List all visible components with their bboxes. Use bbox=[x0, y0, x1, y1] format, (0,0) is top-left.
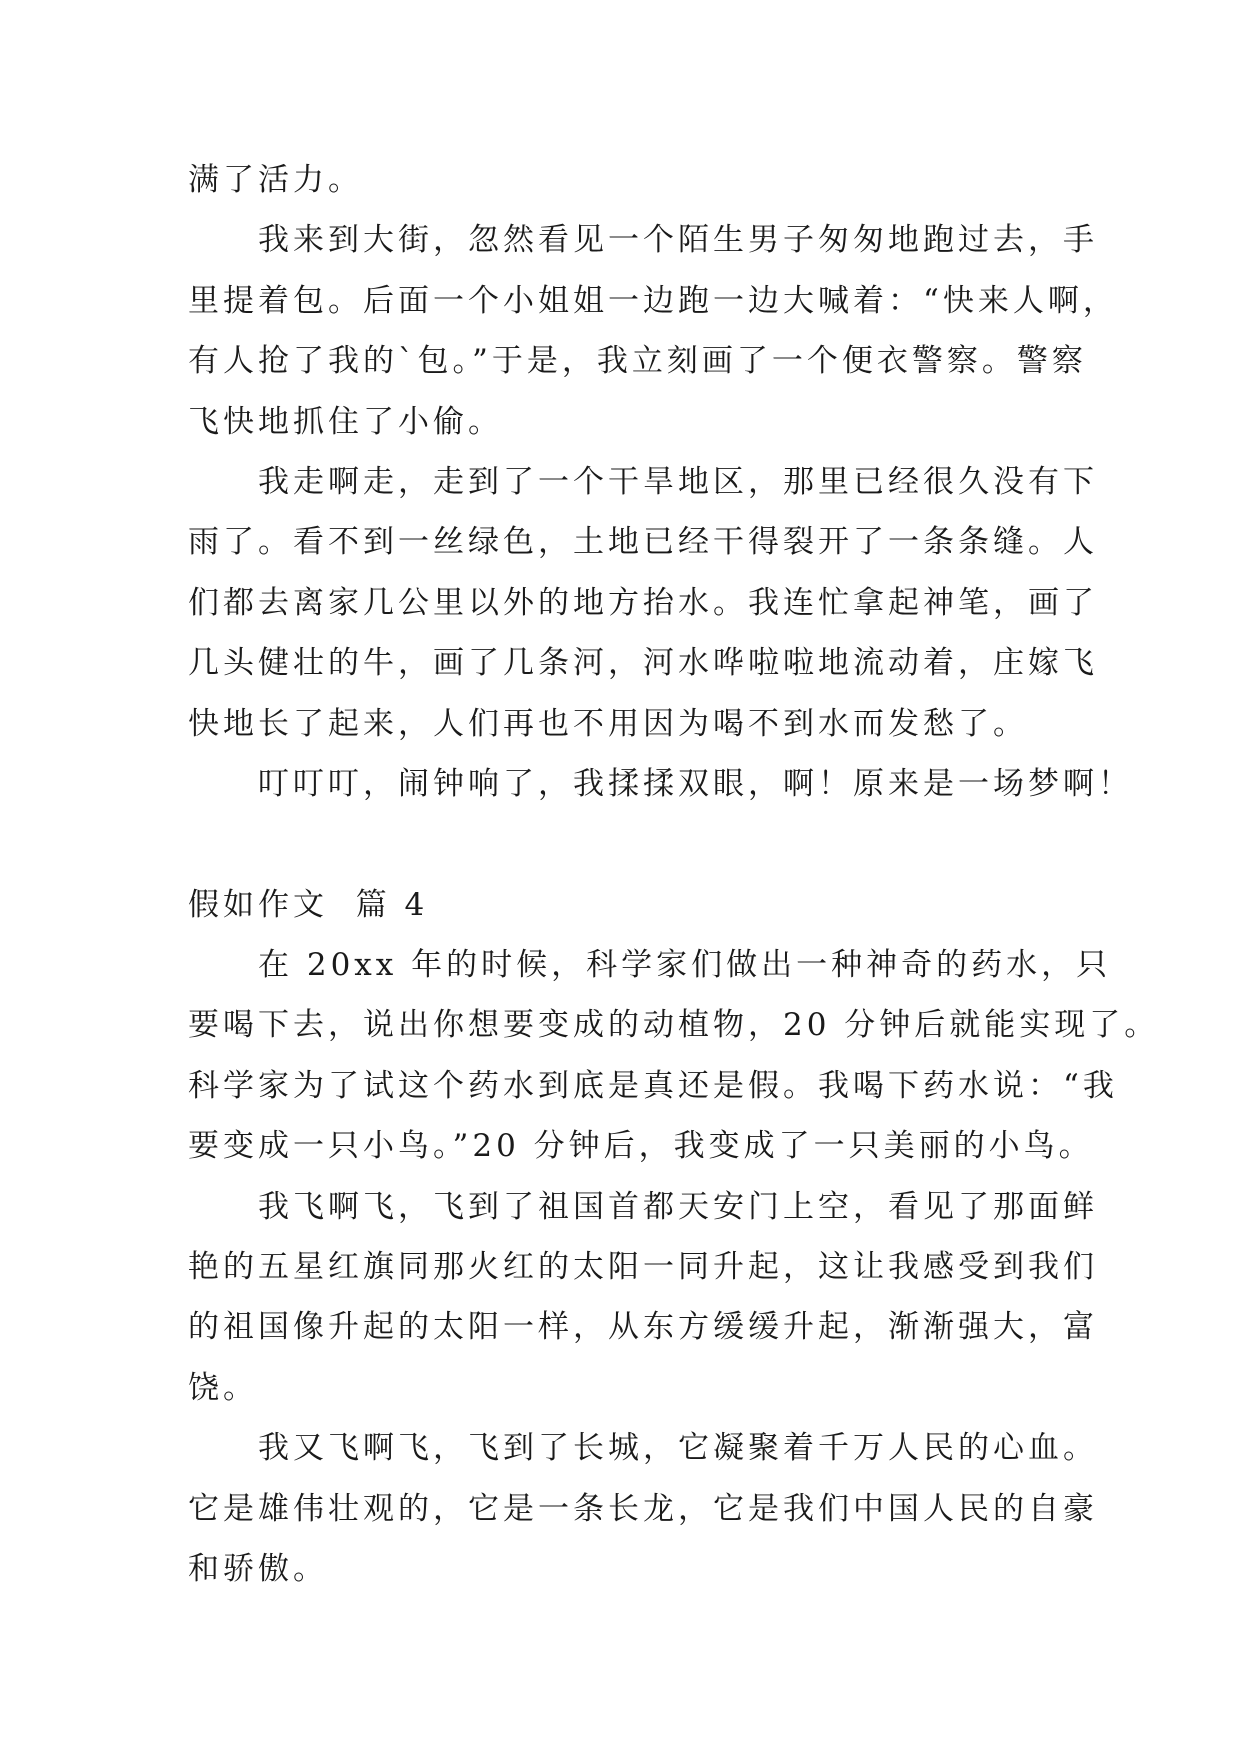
text-line: 里提着包。后面一个小姐姐一边跑一边大喊着：“快来人啊， bbox=[188, 282, 1118, 319]
document-page bbox=[188, 150, 1160, 1599]
text-line: 们都去离家几公里以外的地方抬水。我连忙拿起神笔，画了 bbox=[188, 584, 1098, 621]
section-heading: 假如作文 篇 4 bbox=[188, 886, 429, 923]
text-line: 我又飞啊飞，飞到了长城，它凝聚着千万人民的心血。 bbox=[258, 1430, 1098, 1467]
text-line: 快地长了起来，人们再也不用因为喝不到水而发愁了。 bbox=[188, 705, 1028, 742]
paragraph bbox=[188, 210, 1118, 452]
text-line: 艳的五星红旗同那火红的太阳一同升起，这让我感受到我们 bbox=[188, 1249, 1098, 1286]
paragraph bbox=[188, 150, 1068, 210]
text-line: 它是雄伟壮观的，它是一条长龙，它是我们中国人民的自豪 bbox=[188, 1490, 1098, 1527]
text-line: 有人抢了我的`包。”于是，我立刻画了一个便衣警察。警察 bbox=[188, 343, 1087, 380]
paragraph bbox=[188, 452, 1098, 754]
text-line: 要变成一只小鸟。”20 分钟后，我变成了一只美丽的小鸟。 bbox=[188, 1128, 1094, 1165]
text-line: 的祖国像升起的太阳一样，从东方缓缓升起，渐渐强大，富 bbox=[188, 1309, 1098, 1346]
text-line: 飞快地抓住了小偷。 bbox=[188, 403, 503, 440]
text-line: 和骄傲。 bbox=[188, 1550, 328, 1587]
text-line: 满了活力。 bbox=[188, 162, 363, 198]
paragraph bbox=[188, 935, 1160, 1177]
text-line: 我飞啊飞，飞到了祖国首都天安门上空，看见了那面鲜 bbox=[258, 1188, 1098, 1225]
paragraph bbox=[188, 1418, 1098, 1599]
text-line: 科学家为了试这个药水到底是真还是假。我喝下药水说：“我 bbox=[188, 1067, 1118, 1104]
text-line: 雨了。看不到一丝绿色，土地已经干得裂开了一条条缝。人 bbox=[188, 524, 1098, 561]
text-line: 饶。 bbox=[188, 1369, 258, 1406]
paragraph bbox=[188, 1177, 1098, 1419]
text-line: 要喝下去，说出你想要变成的动植物，20 分钟后就能实现了。 bbox=[188, 1007, 1160, 1044]
blank-line bbox=[188, 814, 1068, 874]
text-line: 在 20xx 年的时候，科学家们做出一种神奇的药水，只 bbox=[258, 947, 1112, 984]
text-line: 几头健壮的牛，画了几条河，河水哗啦啦地流动着，庄嫁飞 bbox=[188, 645, 1098, 682]
text-line: 叮叮叮，闹钟响了，我揉揉双眼，啊！原来是一场梦啊！ bbox=[258, 765, 1133, 802]
text-line: 我走啊走，走到了一个干旱地区，那里已经很久没有下 bbox=[258, 463, 1098, 500]
text-line: 我来到大街，忽然看见一个陌生男子匆匆地跑过去，手 bbox=[258, 222, 1098, 259]
paragraph bbox=[188, 754, 1133, 814]
